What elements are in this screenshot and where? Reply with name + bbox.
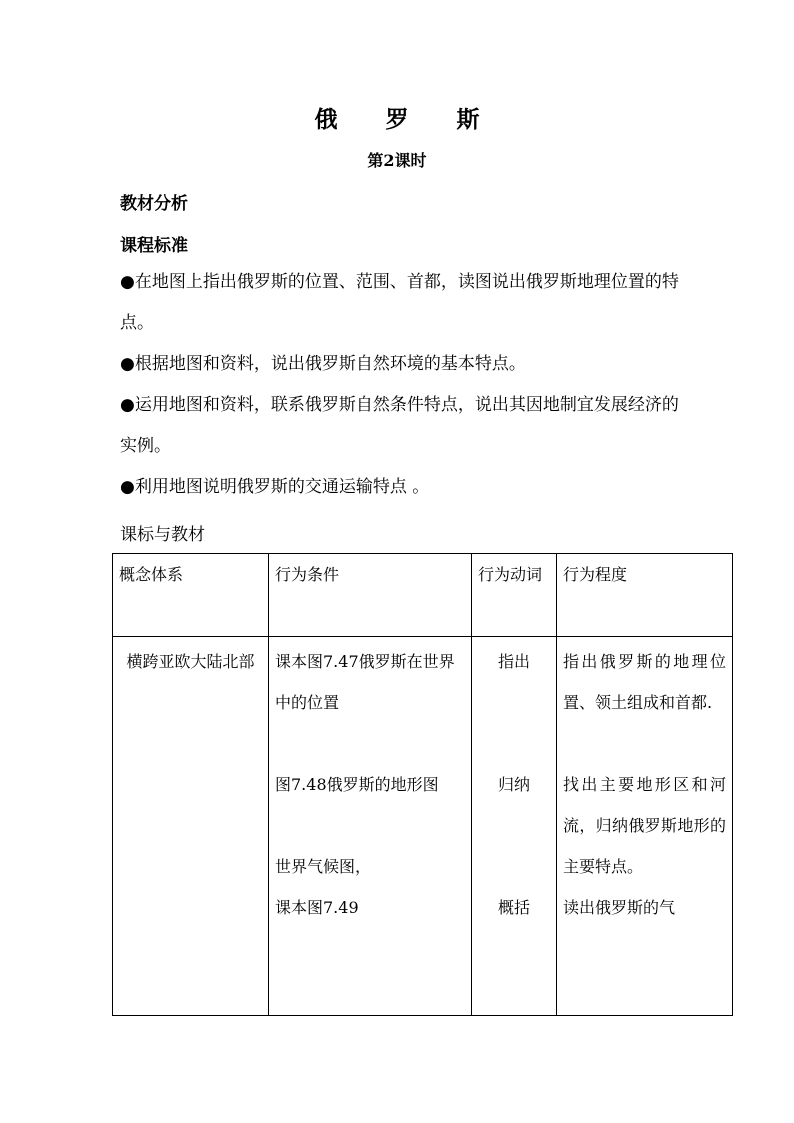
standard-item-3: ●运用地图和资料，联系俄罗斯自然条件特点，说出其因地制宜发展经济的实例。: [120, 395, 679, 456]
table-header-row: [113, 554, 733, 637]
cell-concept: 横跨亚欧大陆北部: [113, 637, 269, 1016]
condition-2: 图7.48俄罗斯的地形图: [275, 775, 439, 794]
table-caption: 课标与教材: [120, 525, 205, 545]
header-condition: 行为条件: [269, 554, 472, 637]
cell-verbs: [472, 637, 557, 1016]
header-verb: 行为动词: [472, 554, 557, 637]
condition-3: 世界气候图，: [275, 857, 372, 876]
header-degree: 行为程度: [557, 554, 733, 637]
cell-conditions: [269, 637, 472, 1016]
standard-item-1: ●在地图上指出俄罗斯的位置、范围、首都，读图说出俄罗斯地理位置的特点。: [120, 272, 679, 333]
degree-2: 找出主要地形区和河流，归纳俄罗斯地形的主要特点。: [563, 775, 726, 876]
curriculum-table: [112, 553, 733, 1016]
condition-1: 课本图7.47俄罗斯在世界中的位置: [275, 652, 455, 712]
condition-4: 课本图7.49: [275, 898, 359, 917]
header-concept: 概念体系: [113, 554, 269, 637]
degree-3: 读出俄罗斯的气: [563, 898, 676, 917]
cell-degrees: [557, 637, 733, 1016]
verb-1: 指出: [497, 652, 530, 671]
table-row: [113, 637, 733, 1016]
standards-heading: 课程标准: [120, 236, 188, 256]
standard-item-2: ●根据地图和资料，说出俄罗斯自然环境的基本特点。: [120, 354, 526, 374]
verb-2: 归纳: [497, 775, 530, 794]
standard-item-4: ●利用地图说明俄罗斯的交通运输特点 。: [120, 477, 430, 497]
verb-3: 概括: [497, 898, 530, 917]
lesson-subtitle: 第2课时: [367, 151, 427, 170]
section-heading: 教材分析: [120, 194, 188, 214]
degree-1: 指出俄罗斯的地理位置、领土组成和首都.: [563, 652, 726, 712]
page-title: 俄 罗 斯: [314, 106, 500, 133]
